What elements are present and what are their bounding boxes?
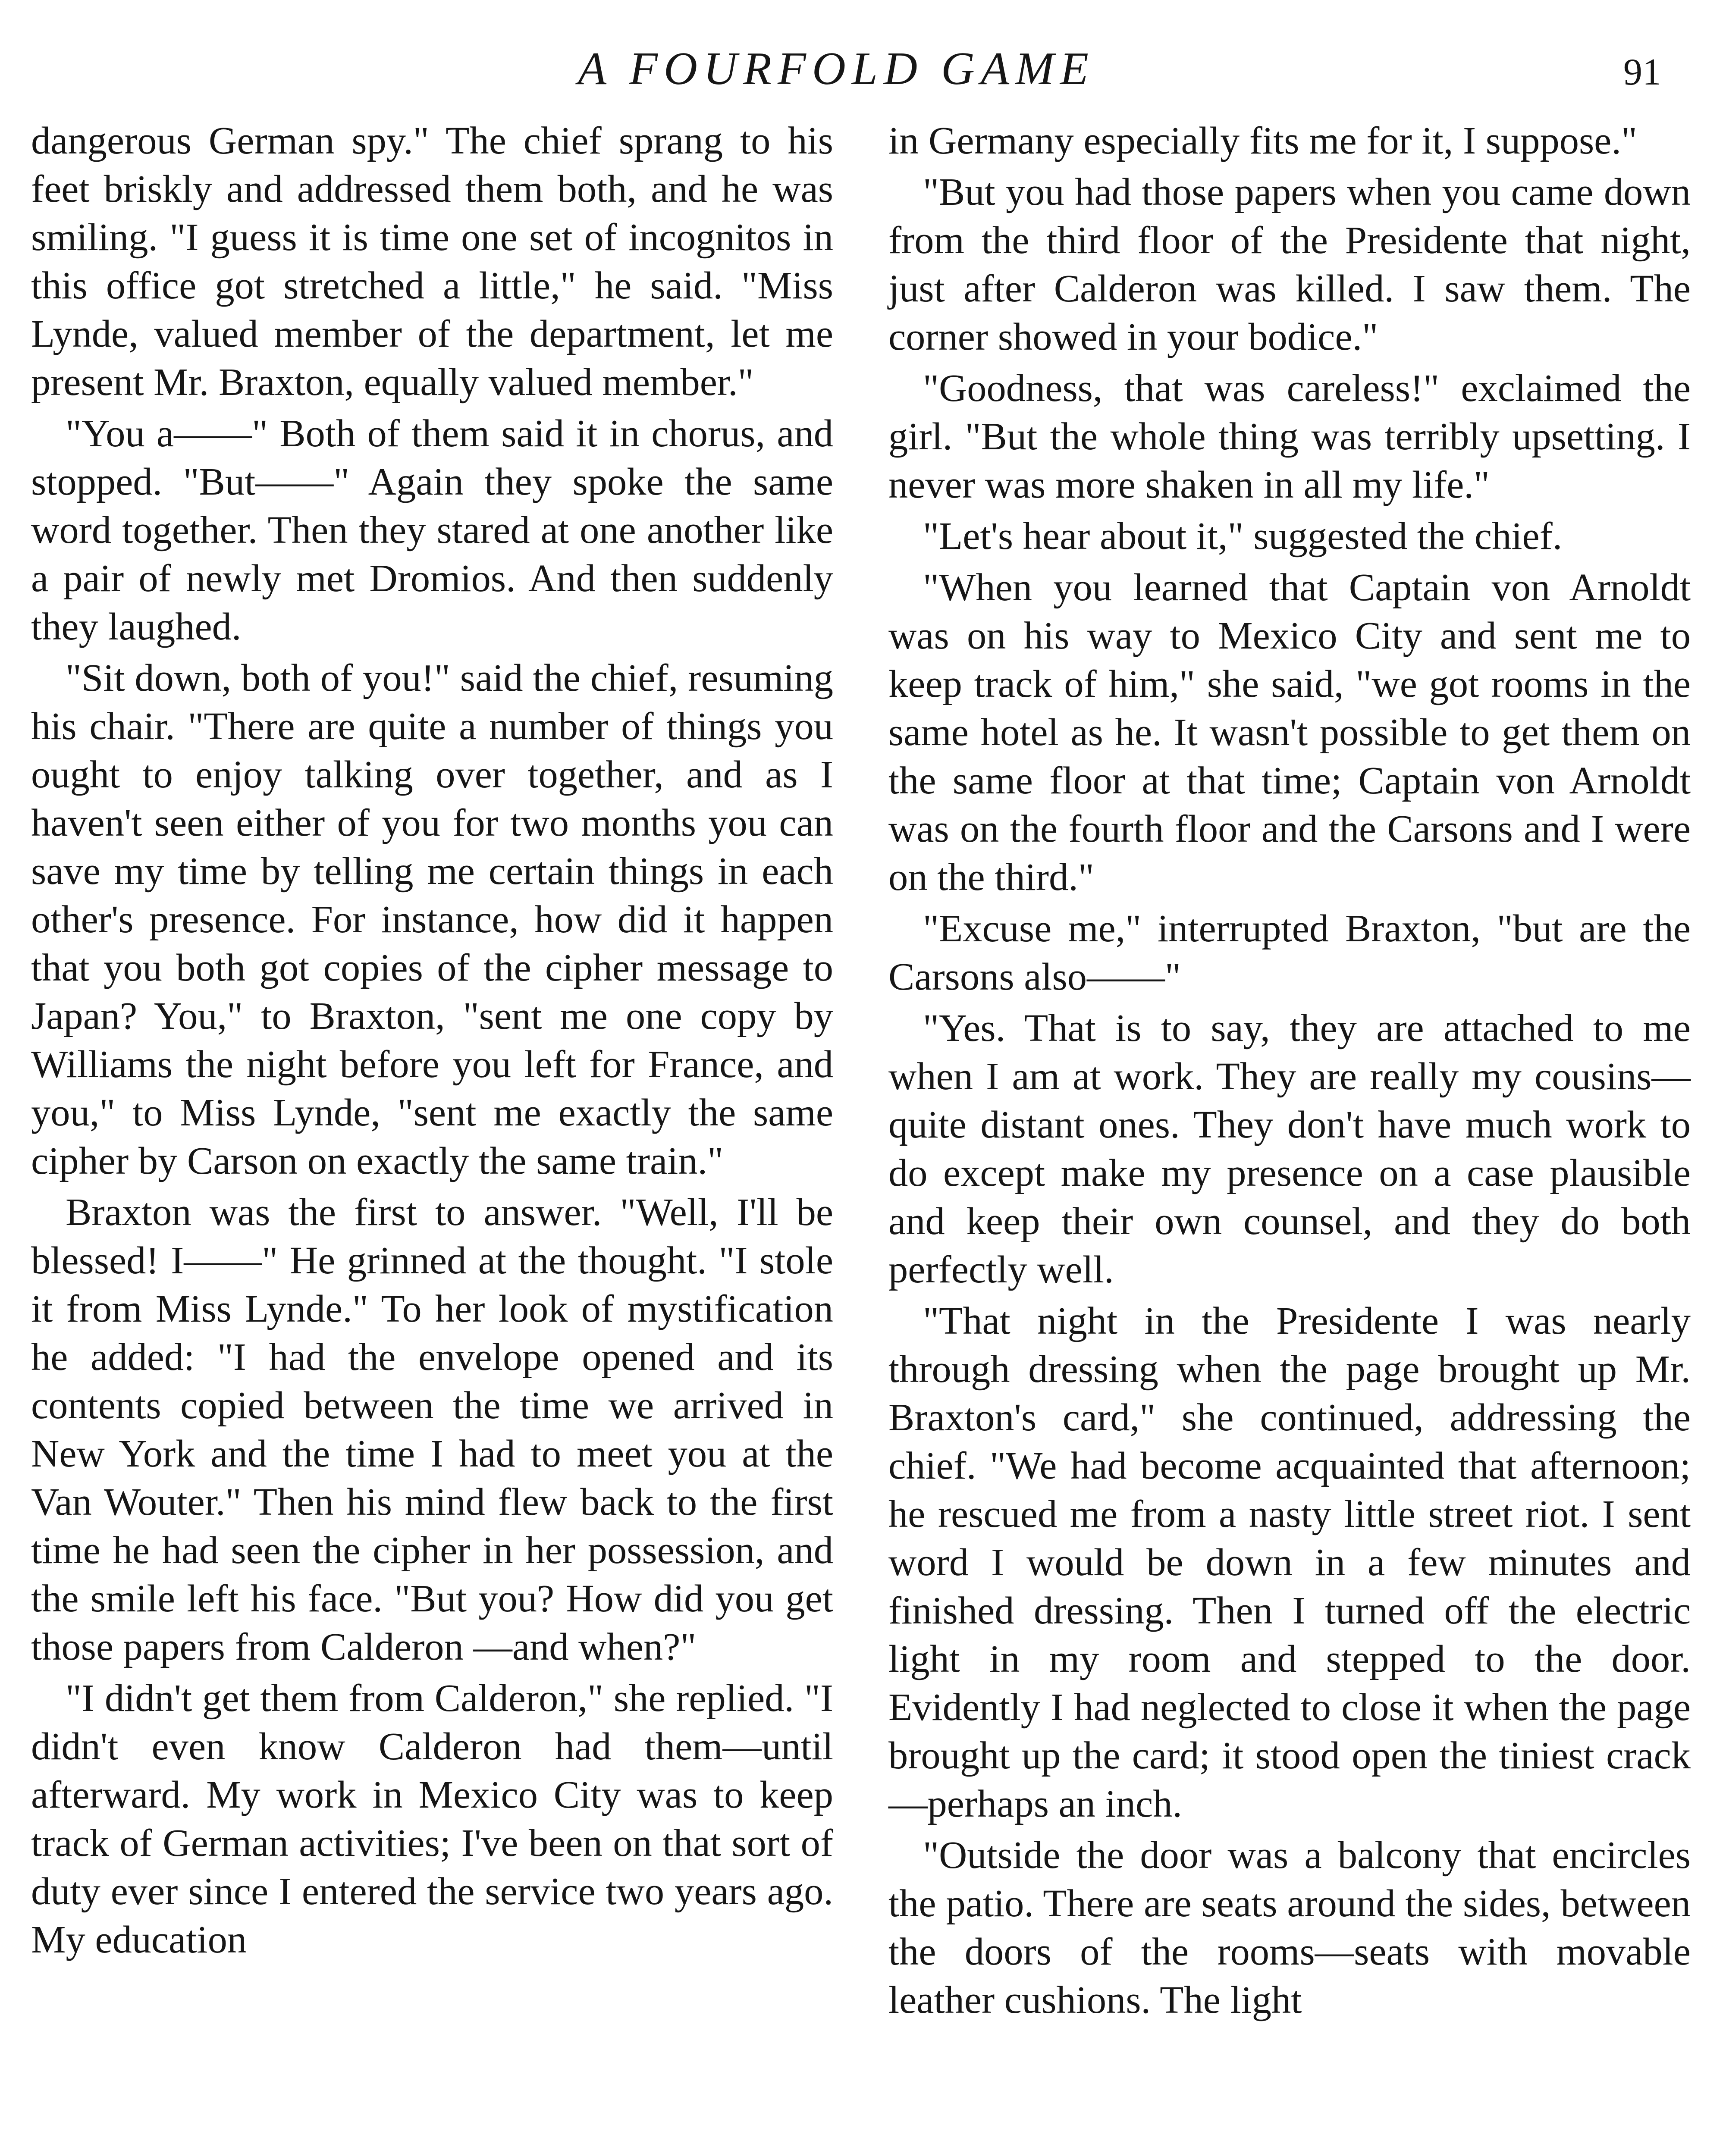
paragraph: "That night in the Presidente I was nearly through dressing when the page brought up Mr. Braxton's card," she continued, addressing the chief. "We had become acquainted that afternoon; he rescued me from a nasty little street riot. I sent word I would be down in a few minutes and finished dressing. Then I turned off the electric light in my room and stepped to the door. Evidently I had neglected to close it when the page brought up the card; it stood open the tiniest crack—perhaps an inch. bbox=[888, 1299, 1691, 1825]
paragraph: "Outside the door was a balcony that encircles the patio. There are seats around the sides, between the doors of the rooms—seats with movable leather cushions. The light bbox=[888, 1833, 1691, 2021]
paragraph: "Sit down, both of you!" said the chief, resuming his chair. "There are quite a number of things you ought to enjoy talking over together, and as I haven't seen either of you for two months you can save my time by telling me certain things in each other's presence. For instance, how did it happen that you both got copies of the cipher message to Japan? You," to Braxton, "sent me one copy by Williams the night before you left for France, and you," to Miss Lynde, "sent me exactly the same cipher by Carson on exactly the same train." bbox=[31, 656, 833, 1182]
paragraph: "But you had those papers when you came down from the third floor of the Presidente that night, just after Calderon was killed. I saw them. The corner showed in your bodice." bbox=[888, 170, 1691, 358]
paragraph: "Goodness, that was careless!" exclaimed the girl. "But the whole thing was terribly upsetting. I never was more shaken in all my life." bbox=[888, 366, 1691, 506]
paragraph: "Let's hear about it," suggested the chief. bbox=[923, 514, 1563, 558]
page-header bbox=[0, 30, 1726, 108]
running-title: A FOURFOLD GAME bbox=[578, 43, 1095, 94]
paragraph: "Excuse me," interrupted Braxton, "but are the Carsons also——" bbox=[888, 906, 1691, 998]
paragraph: "I didn't get them from Calderon," she replied. "I didn't even know Calderon had them—until afterward. My work in Mexico City was to keep track of German activities; I've been on that sort of duty ever since I entered the service two years ago. My education bbox=[31, 1676, 833, 1961]
paragraph: Braxton was the first to answer. "Well, I'll be blessed! I——" He grinned at the thought. "I stole it from Miss Lynde." To her look of mystification he added: "I had the envelope opened and its contents copied between the time we arrived in New York and the time I had to meet you at the Van Wouter." Then his mind flew back to the first time he had seen the cipher in her possession, and the smile left his face. "But you? How did you get those papers from Calderon —and when?" bbox=[31, 1190, 833, 1668]
paragraph: in Germany especially fits me for it, I suppose." bbox=[888, 119, 1637, 162]
paragraph: dangerous German spy." The chief sprang to his feet briskly and addressed them both, and he was smiling. "I guess it is time one set of incognitos in this office got stretched a little," he said. "Miss Lynde, valued member of the department, let me present Mr. Braxton, equally valued member." bbox=[31, 119, 833, 404]
left-column bbox=[31, 116, 833, 1967]
page-number: 91 bbox=[1623, 51, 1661, 93]
right-column bbox=[888, 116, 1691, 2027]
paragraph: "Yes. That is to say, they are attached to me when I am at work. They are really my cousins—quite distant ones. They don't have much work to do except make my presence on a case plausible and keep their own counsel, and they do both perfectly well. bbox=[888, 1006, 1691, 1291]
paragraph: "When you learned that Captain von Arnoldt was on his way to Mexico City and sent me to keep track of him," she said, "we got rooms in the same hotel as he. It wasn't possible to get them on the same floor at that time; Captain von Arnoldt was on the fourth floor and the Carsons and I were on the third." bbox=[888, 565, 1691, 899]
paragraph: "You a——" Both of them said it in chorus, and stopped. "But——" Again they spoke the same word together. Then they stared at one another like a pair of newly met Dromios. And then suddenly they laughed. bbox=[31, 411, 833, 648]
